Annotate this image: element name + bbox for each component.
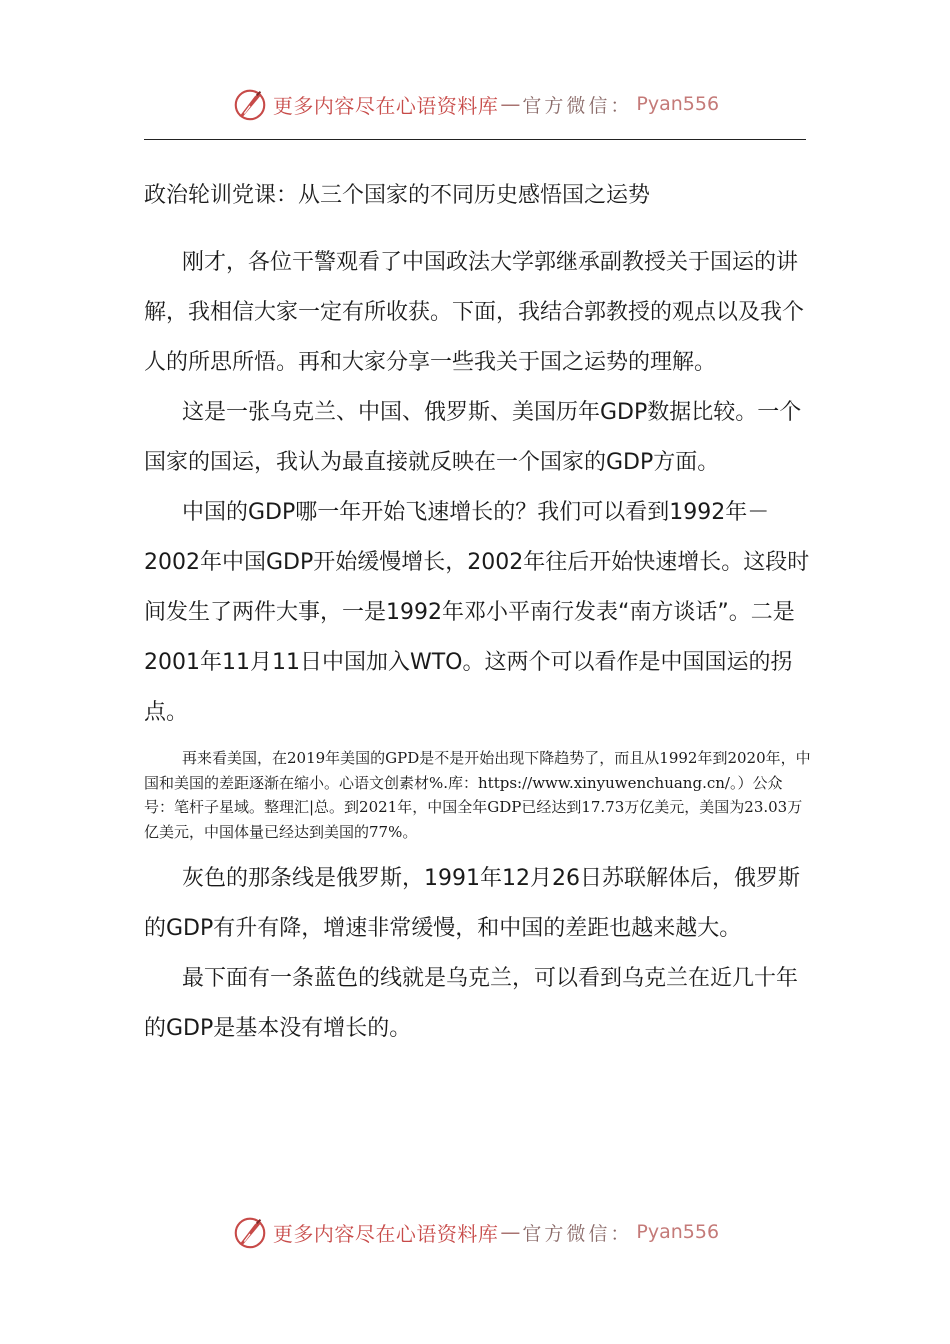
document-title: 政治轮训党课：从三个国家的不同历史感悟国之运势 <box>144 183 651 208</box>
header-wechat-id: Pyan556 <box>636 93 720 115</box>
footer-wechat-id: Pyan556 <box>636 1221 720 1243</box>
footer-dash: — <box>500 1220 521 1244</box>
header-banner <box>0 82 950 126</box>
paragraph-3: 中国的GDP哪一年开始飞速增长的？我们可以看到1992年－2002年中国GDP开始缓慢增长，2002年往后开始快速增长。这段时间发生了两件大事，一是1992年邓小平南行发表“南方谈话”。二是2001年11月11日中国加入WTO。这两个可以看作是中国国运的拐点。 <box>144 500 810 725</box>
paragraph-2: 这是一张乌克兰、中国、俄罗斯、美国历年GDP数据比较。一个国家的国运，我认为最直接就反映在一个国家的GDP方面。 <box>144 400 802 475</box>
footer-slogan: 更多内容尽在心语资料库 <box>272 1221 499 1246</box>
paragraph-4-small: 再来看美国，在2019年美国的GPD是不是开始出现下降趋势了，而且从1992年到2020年，中国和美国的差距逐渐在缩小。心语文创素材%.库：https://www.xinyuwenchuang.cn/。）公众号：笔杆子星域。整理汇|总。到2021年，中国全年GDP已经达到17.73万亿美元，美国为23.03万亿美元，中国体量已经达到美国的77%。 <box>144 749 811 841</box>
pen-nib-logo-icon <box>231 85 269 123</box>
header-divider <box>144 139 806 140</box>
footer-wechat-label: 官方微信： <box>522 1222 633 1245</box>
paragraph-1: 刚才，各位干警观看了中国政法大学郭继承副教授关于国运的讲解，我相信大家一定有所收获。下面，我结合郭教授的观点以及我个人的所思所悟。再和大家分享一些我关于国之运势的理解。 <box>144 250 805 375</box>
header-dash: — <box>500 92 521 116</box>
header-wechat-label: 官方微信： <box>522 94 633 117</box>
footer-banner <box>0 1210 950 1254</box>
paragraph-5: 灰色的那条线是俄罗斯，1991年12月26日苏联解体后，俄罗斯的GDP有升有降，增速非常缓慢，和中国的差距也越来越大。 <box>144 866 800 942</box>
paragraph-6: 最下面有一条蓝色的线就是乌克兰，可以看到乌克兰在近几十年的GDP是基本没有增长的。 <box>144 966 799 1042</box>
document-body <box>144 176 812 1054</box>
header-slogan: 更多内容尽在心语资料库 <box>272 93 499 118</box>
pen-nib-logo-icon <box>231 1213 269 1251</box>
